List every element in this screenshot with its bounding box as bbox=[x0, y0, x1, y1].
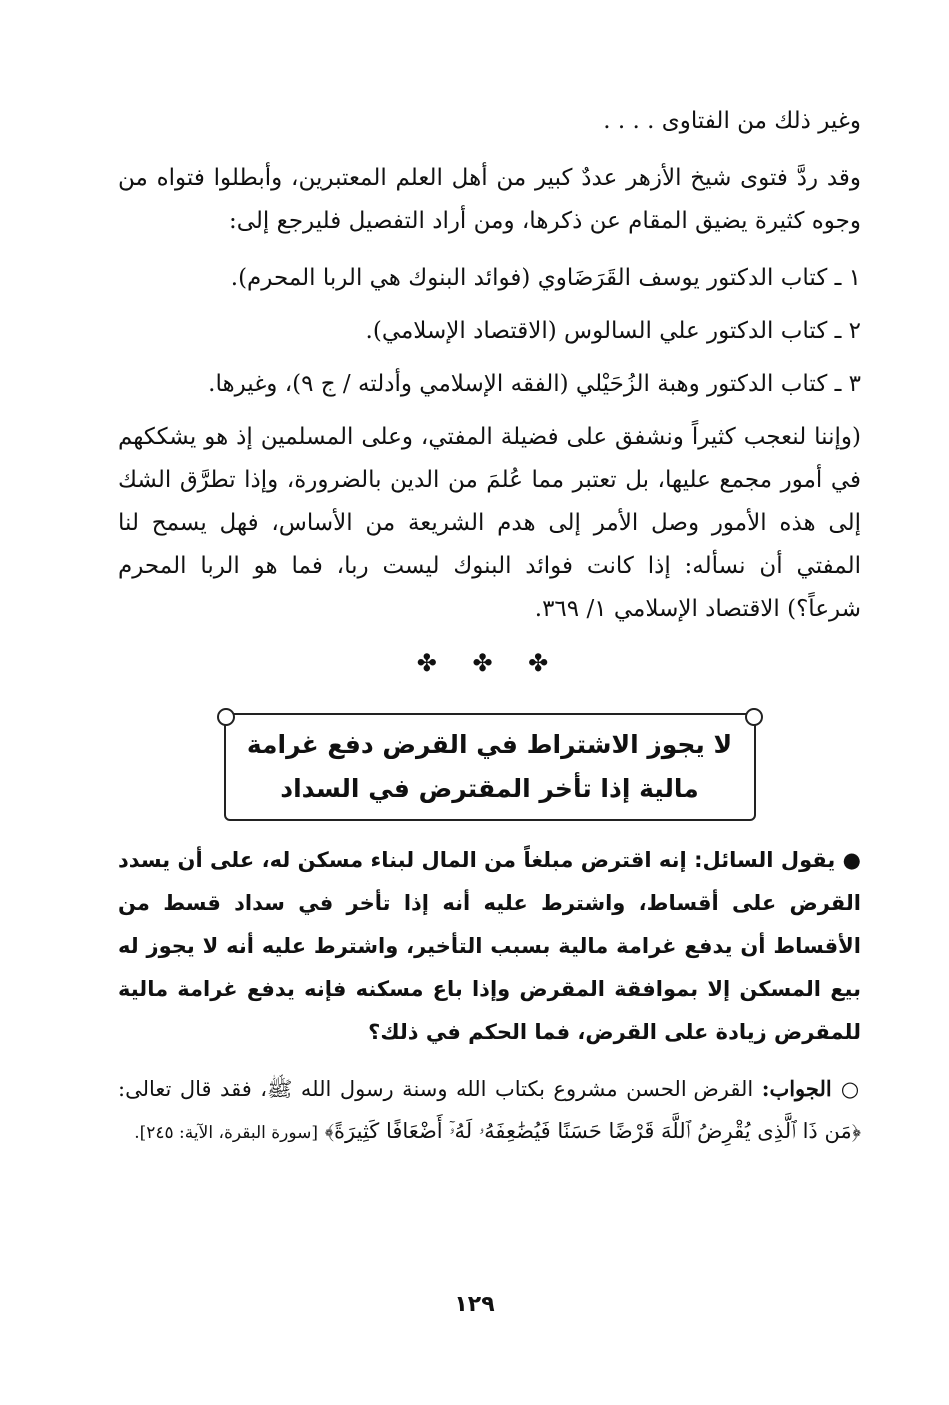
ornament-divider: ✤ ✤ ✤ bbox=[416, 649, 563, 677]
section-title-box bbox=[224, 713, 756, 821]
question-paragraph: ● يقول السائل: إنه اقترض مبلغاً من المال لبناء مسكن له، على أن يسدد القرض على أقساط، واشترط عليه أنه إذا تأخر في سداد قسط من الأقساط أن يدفع غرامة مالية بسبب التأخير، واشترط عليه أنه لا يجوز له بيع المسكن إلا بموافقة المقرض وإذا باع مسكنه فإنه يدفع غرامة مالية للمقرض زيادة على القرض، فما الحكم في ذلك؟ bbox=[118, 848, 861, 1044]
quran-reference: [سورة البقرة، الآية: ٢٤٥]. bbox=[134, 1123, 319, 1143]
reference-item-2: ٢ ـ كتاب الدكتور علي السالوس (الاقتصاد الإسلامي). bbox=[365, 318, 861, 344]
intro-paragraph: وقد ردَّ فتوى شيخ الأزهر عددٌ كبير من أهل العلم المعتبرين، وأبطلوا فتواه من وجوه كثيرة يضيق المقام عن ذكرها، ومن أراد التفصيل فليرجع إلى: bbox=[118, 165, 861, 234]
intro-line: وغير ذلك من الفتاوى . . . . bbox=[603, 108, 861, 134]
answer-label: ○ الجواب: bbox=[761, 1076, 861, 1101]
quote-paragraph: (وإننا لنعجب كثيراً ونشفق على فضيلة المفتي، وعلى المسلمين إذ هو يشككهم في أمور مجمع عليها، بل تعتبر مما عُلمَ من الدين بالضرورة، وإذا تطرَّق الشك إلى هذه الأمور وصل الأمر إلى هدم الشريعة من الأساس، فهل يسمح لنا المفتي أن نسأله: إذا كانت فوائد البنوك ليست ربا، فما هو الربا المحرم شرعاً؟) الاقتصاد الإسلامي ١/ ٣٦٩. bbox=[118, 424, 861, 622]
section-title-line-1: لا يجوز الاشتراط في القرض دفع غرامة bbox=[246, 730, 733, 759]
reference-item-3: ٣ ـ كتاب الدكتور وهبة الزُحَيْلي (الفقه الإسلامي وأدلته / ج ٩)، وغيرها. bbox=[208, 371, 861, 397]
page-number: ١٢٩ bbox=[454, 1292, 495, 1317]
reference-item-1: ١ ـ كتاب الدكتور يوسف القَرَضَاوي (فوائد البنوك هي الربا المحرم). bbox=[230, 265, 861, 291]
answer-paragraph bbox=[118, 1068, 861, 1154]
reference-list bbox=[118, 257, 861, 406]
section-title-line-2: مالية إذا تأخر المقترض في السداد bbox=[280, 774, 699, 803]
answer-text: القرض الحسن مشروع بكتاب الله وسنة رسول الله ﷺ، فقد قال تعالى: ﴿مَن ذَا ٱلَّذِى يُقْرِضُ ٱللَّهَ قَرْضًا حَسَنًا فَيُضَٰعِفَهُۥ لَهُۥٓ أَضْعَافًا كَثِيرَةً﴾ bbox=[118, 1077, 861, 1143]
page-content bbox=[118, 100, 861, 1154]
